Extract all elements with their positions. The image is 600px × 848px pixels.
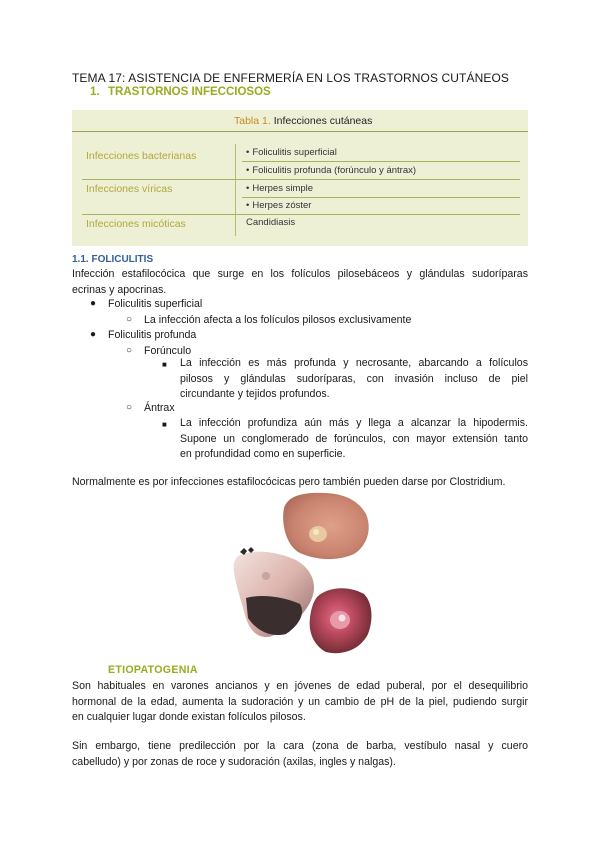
circle-bullet-icon: ○ [126,402,133,413]
table-header [72,110,528,132]
table-row-item: • Foliculitis profunda (forúnculo y ántrax) [246,165,417,176]
document-title: TEMA 17: ASISTENCIA DE ENFERMERÍA EN LOS TRASTORNOS CUTÁNEOS [72,71,509,85]
circle-bullet-icon: ○ [126,345,133,356]
foliculitis-photos [226,490,376,660]
boil-photo-left [234,547,314,637]
infections-table [72,110,528,246]
table-row-rule [82,214,520,215]
foliculitis-intro: Infección estafilocócica que surge en los folículos pilosebáceos y glándulas sudoríparas ecrinas y apocrinas. [72,268,528,296]
document-page: TEMA 17: ASISTENCIA DE ENFERMERÍA EN LOS TRASTORNOS CUTÁNEOS 1. TRASTORNOS INFECCIOSOS Tabla 1. Infecciones cutáneas Infecciones bacterianas • Foliculitis superficial • Foliculitis profunda (forúnculo y ántrax) Infecciones víricas • Herpes simple • Herpes zóster Infecciones micóticas Candidiasis 1.1. FOLICULITIS Infección estafilocócica que surge en los folículos pilosebáceos y glándulas sudoríparas ecrinas y apocrinas. ● Foliculitis superficial ○ La infección afecta a los folículos pilosos exclusivamente ● Foliculitis profunda ○ Forúnculo ■ La infección es más profunda y necrosante, abarcando a folículos pilosos y glándulas sudoríparas, con invasión incluso de piel circundante y tejidos profundos. ○ Ántrax ■ La infección profundiza aún más y llega a alcanzar la hipodermis. Supone un conglomerado de forúnculos, con mayor extensión tanto en profundidad como en superficie. Normalmente es por infecciones estafilocócicas pero también pueden darse por Clostridium. ETIOPATOGENIA Son habituales en varones ancianos y en jóvenes de edad puberal, por el desequilibrio hormonal de la edad, aumenta la sudoración y un cambio de pH de la piel, pudiendo surgir en cualquier lugar donde existan folículos pilosos. Sin embargo, tiene predilección por la cara (zona de barba, vestíbulo nasal y cuero cabelludo) y por zonas de roce y sudoración (axilas, ingles y nalgas). [0,0,600,848]
bullet-icon: ● [90,298,97,309]
table-row-item: Candidiasis [246,217,296,228]
section-number: 1. [90,86,100,98]
section-title: TRASTORNOS INFECCIOSOS [108,86,271,98]
bullet-icon: ● [90,329,97,340]
etiopatogenia-heading: ETIOPATOGENIA [108,664,198,676]
table-row-item: • Herpes simple [246,183,314,194]
foliculitis-note: Normalmente es por infecciones estafilocócicas pero también pueden darse por Clostridium. [72,476,506,488]
etiopatogenia-paragraph-2: Sin embargo, tiene predilección por la cara (zona de barba, vestíbulo nasal y cuero cabelludo) y por zonas de roce y sudoración (axilas, ingles y nalgas). [72,740,528,768]
table-inner-rule [242,161,520,162]
table-row-rule [82,179,520,180]
boil-photo-top [283,493,369,559]
table-caption-label: Infecciones cutáneas [273,115,373,127]
table-inner-rule [242,197,520,198]
table-row-item: • Herpes zóster [246,200,312,211]
foliculitis-heading: 1.1. FOLICULITIS [72,254,154,265]
etiopatogenia-paragraph-1: Son habituales en varones ancianos y en jóvenes de edad puberal, por el desequilibrio hormonal de la edad, aumenta la sudoración y un cambio de pH de la piel, pudiendo surgir en cualquier lugar donde existan folículos pilosos. [72,680,528,723]
table-caption [234,115,372,127]
boil-photo-right [310,588,372,653]
table-column-divider [235,144,236,236]
table-row-category: Infecciones bacterianas [86,150,197,162]
antrax-description: La infección profundiza aún más y llega a alcanzar la hipodermis. Supone un conglomerado de forúnculos, con mayor extensión tanto en profundidad como en superficie. [180,417,528,460]
table-caption-number: Tabla 1. [234,115,271,127]
table-row-item: • Foliculitis superficial [246,147,337,158]
table-row-category: Infecciones micóticas [86,218,186,230]
forunculo-description: La infección es más profunda y necrosante, abarcando a folículos pilosos y glándulas sudoríparas, con invasión incluso de piel circundante y tejidos profundos. [180,357,528,400]
table-row-category: Infecciones víricas [86,183,173,195]
section-heading [90,86,271,98]
circle-bullet-icon: ○ [126,314,133,325]
